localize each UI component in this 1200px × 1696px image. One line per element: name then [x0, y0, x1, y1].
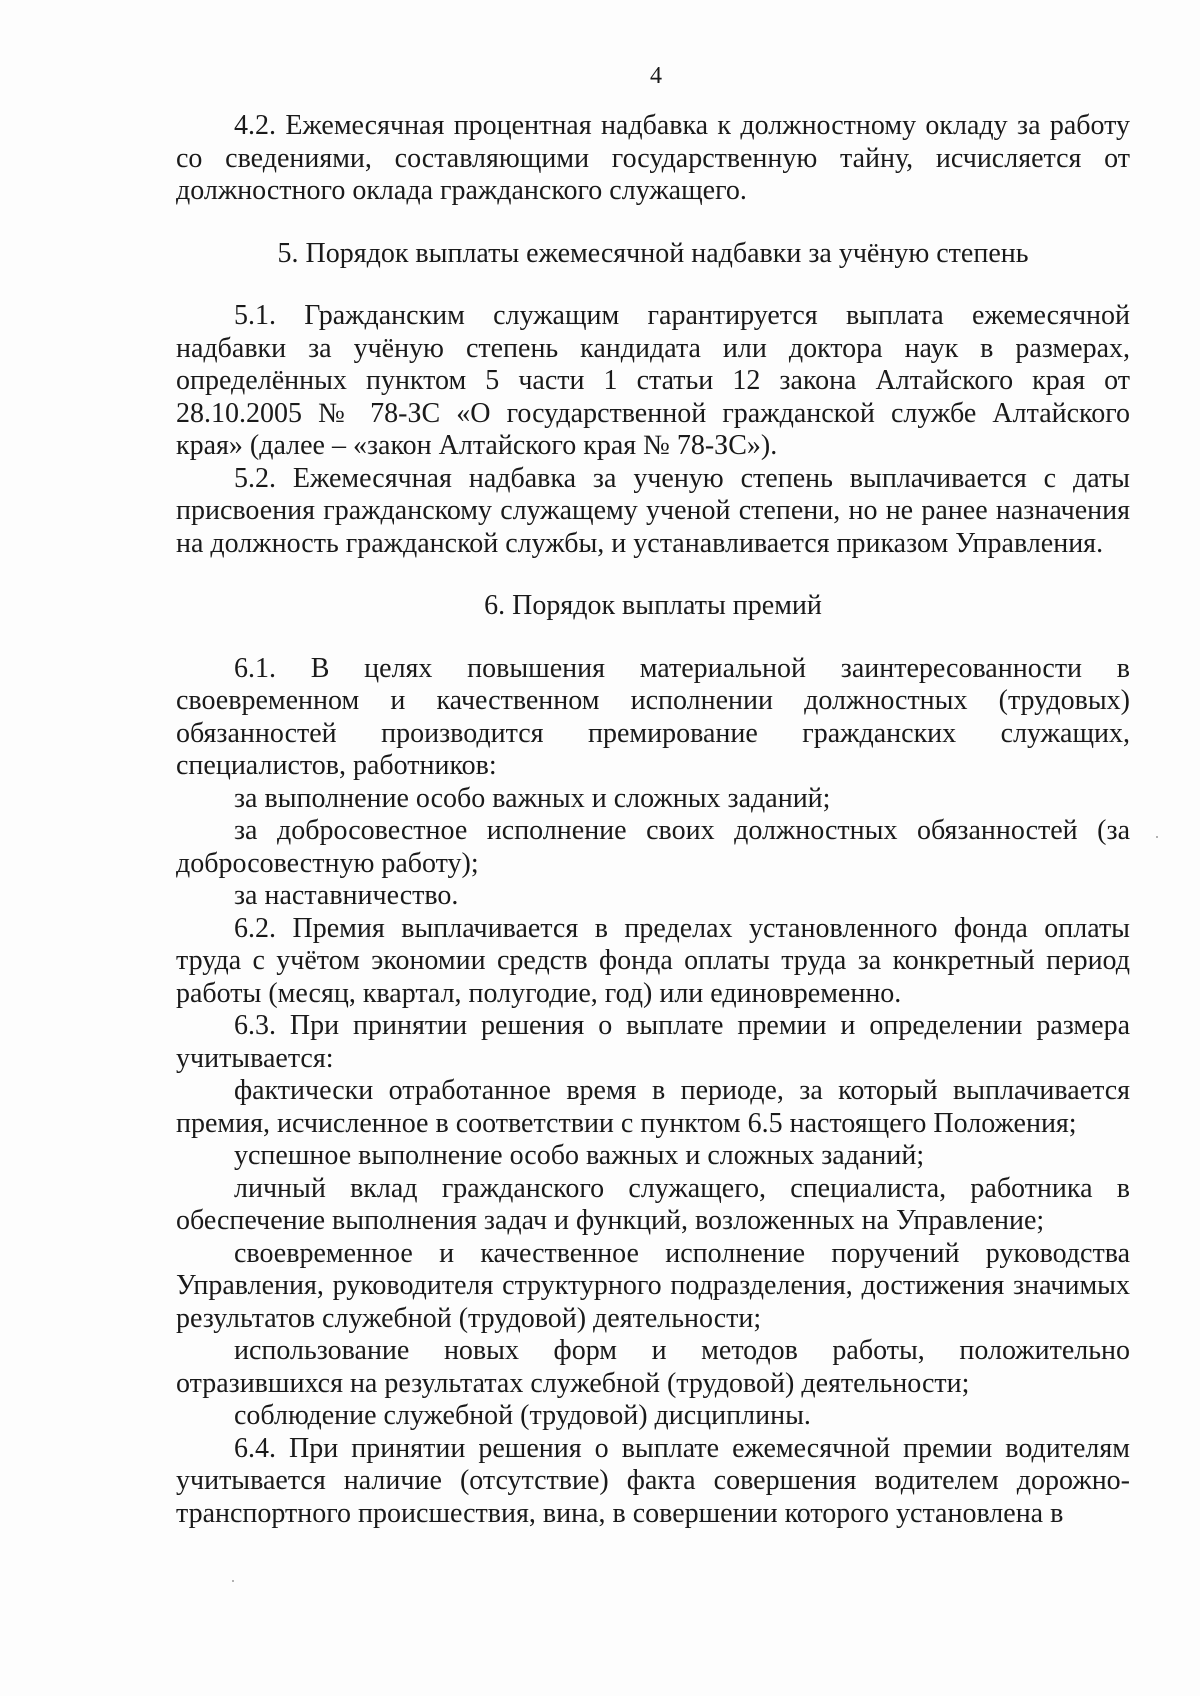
list-item: использование новых форм и методов работы, положительно отразившихся на результатах служебной (трудовой) деятельности;	[176, 1335, 1130, 1399]
list-item: за выполнение особо важных и сложных заданий;	[234, 782, 831, 814]
paragraph-6-3: 6.3. При принятии решения о выплате премии и определении размера учитывается:	[176, 1010, 1130, 1074]
section-5-heading: 5. Порядок выплаты ежемесячной надбавки за учёную степень	[277, 237, 1029, 269]
spacer	[176, 270, 1130, 300]
scan-artifact	[232, 1580, 234, 1582]
list-item: за наставничество.	[234, 880, 459, 911]
section-6-heading: 6. Порядок выплаты премий	[484, 590, 822, 621]
paragraph-4-2: 4.2. Ежемесячная процентная надбавка к должностному окладу за работу со сведениями, составляющими государственную тайну, исчисляется от должностного оклада гражданского служащего.	[176, 110, 1130, 206]
paragraph-6-4: 6.4. При принятии решения о выплате ежемесячной премии водителям учитывается наличие (отсутствие) факта совершения водителем дорожно-транспортного происшествия, вина, в совершении которого установлена в	[176, 1432, 1130, 1529]
page-number: 4	[650, 63, 662, 89]
spacer	[176, 623, 1130, 653]
list-item: личный вклад гражданского служащего, специалиста, работника в обеспечение выполнения задач и функций, возложенных на Управление;	[176, 1172, 1130, 1236]
list-item: успешное выполнение особо важных и сложных заданий;	[234, 1140, 925, 1171]
scan-artifact	[1156, 836, 1158, 838]
paragraph-6-1: 6.1. В целях повышения материальной заинтересованности в своевременном и качественном исполнении должностных (трудовых) обязанностей производится премирование гражданских служащих, специалистов, работников:	[176, 652, 1130, 781]
paragraph-6-2: 6.2. Премия выплачивается в пределах установленного фонда оплаты труда с учётом экономии средств фонда оплаты труда за конкретный период работы (месяц, квартал, полугодие, год) или единовременно.	[176, 912, 1130, 1009]
spacer	[176, 560, 1130, 590]
list-item: за добросовестное исполнение своих должностных обязанностей (за добросовестную работу);	[176, 815, 1130, 879]
paragraph-5-2: 5.2. Ежемесячная надбавка за ученую степень выплачивается с даты присвоения гражданскому служащему ученой степени, но не ранее назначения на должность гражданской службы, и устанавливается приказом Управления.	[176, 462, 1130, 559]
list-item: своевременное и качественное исполнение поручений руководства Управления, руководителя структурного подразделения, достижения значимых результатов служебной (трудовой) деятельности;	[176, 1237, 1130, 1334]
list-item: фактически отработанное время в периоде, за который выплачивается премия, исчисленное в соответствии с пунктом 6.5 настоящего Положения;	[176, 1075, 1130, 1139]
spacer	[176, 208, 1130, 238]
paragraph-5-1: 5.1. Гражданским служащим гарантируется выплата ежемесячной надбавки за учёную степень кандидата или доктора наук в размерах, определённых пунктом 5 части 1 статьи 12 закона Алтайского края от 28.10.2005 № 78-ЗС «О государственной гражданской службе Алтайского края» (далее – «закон Алтайского края № 78-ЗС»).	[176, 300, 1130, 461]
list-item: соблюдение служебной (трудовой) дисциплины.	[234, 1400, 811, 1431]
document-body	[176, 110, 1130, 1530]
